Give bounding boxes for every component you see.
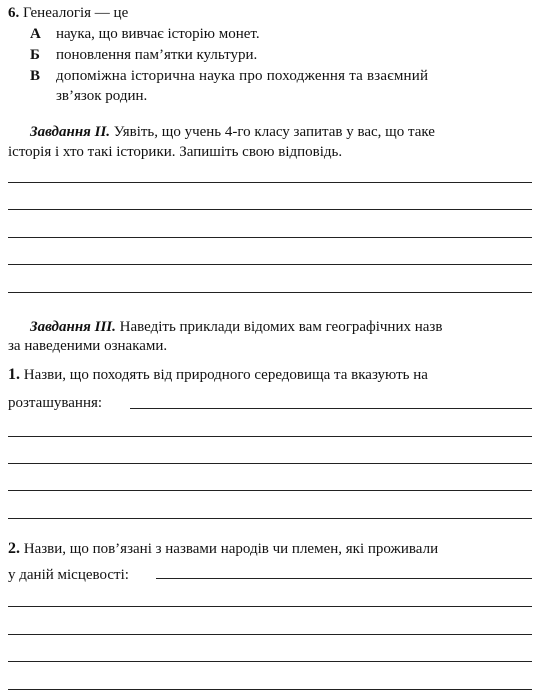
task-2-title: Завдання ІІ. [30,124,111,140]
option-v [30,67,428,85]
option-b-letter: Б [30,47,40,63]
task-3-item-1-number: 1. [8,366,20,383]
answer-line[interactable] [8,292,532,293]
answer-line[interactable] [8,237,532,238]
question-6-heading [8,4,128,22]
task-3-item-2-text: Назви, що пов’язані з назвами народів чи племен, які проживали [23,541,439,557]
task-2-text-1: Уявіть, що учень 4-го класу запитав у вас, що таке [113,124,435,140]
option-b [30,46,257,64]
answer-line[interactable] [8,436,532,437]
answer-line[interactable] [8,182,532,183]
answer-line[interactable] [130,408,532,409]
task-3-title: Завдання ІІІ. [30,319,116,335]
option-v-continuation: зв’язок родин. [56,88,148,104]
option-v-letter: В [30,68,41,84]
answer-line[interactable] [8,661,532,662]
option-v-text: допоміжна історична наука про походження та взаємний [56,68,429,84]
question-6-text: Генеалогія — це [23,5,129,21]
answer-line[interactable] [8,518,532,519]
answer-line[interactable] [8,264,532,265]
task-2-line-1 [30,123,435,141]
option-a-text: наука, що вивчає історію монет. [56,26,260,42]
task-3-item-1-text: Назви, що походять від природного середовища та вказують на [23,367,428,383]
option-a-letter: А [30,26,41,42]
answer-line[interactable] [8,606,532,607]
answer-line[interactable] [8,689,532,690]
task-3-item-1-line-2: розташування: [8,395,103,411]
task-3-item-2-line-1 [8,540,438,558]
answer-line[interactable] [8,634,532,635]
answer-line[interactable] [156,578,532,579]
option-a [30,25,260,43]
question-6-number: 6. [8,5,20,21]
answer-line[interactable] [8,490,532,491]
task-3-text-1: Наведіть приклади відомих вам географічних назв [119,319,443,335]
answer-line[interactable] [8,209,532,210]
answer-line[interactable] [8,463,532,464]
option-b-text: поновлення пам’ятки культури. [56,47,258,63]
task-3-item-2-number: 2. [8,540,20,557]
task-3-item-2-line-2: у даній місцевості: [8,567,129,583]
task-3-line-1 [30,318,442,336]
task-2-line-2: історія і хто такі історики. Запишіть свою відповідь. [8,144,343,160]
task-3-line-2: за наведеними ознаками. [8,338,168,354]
task-3-item-1-line-1 [8,366,428,384]
